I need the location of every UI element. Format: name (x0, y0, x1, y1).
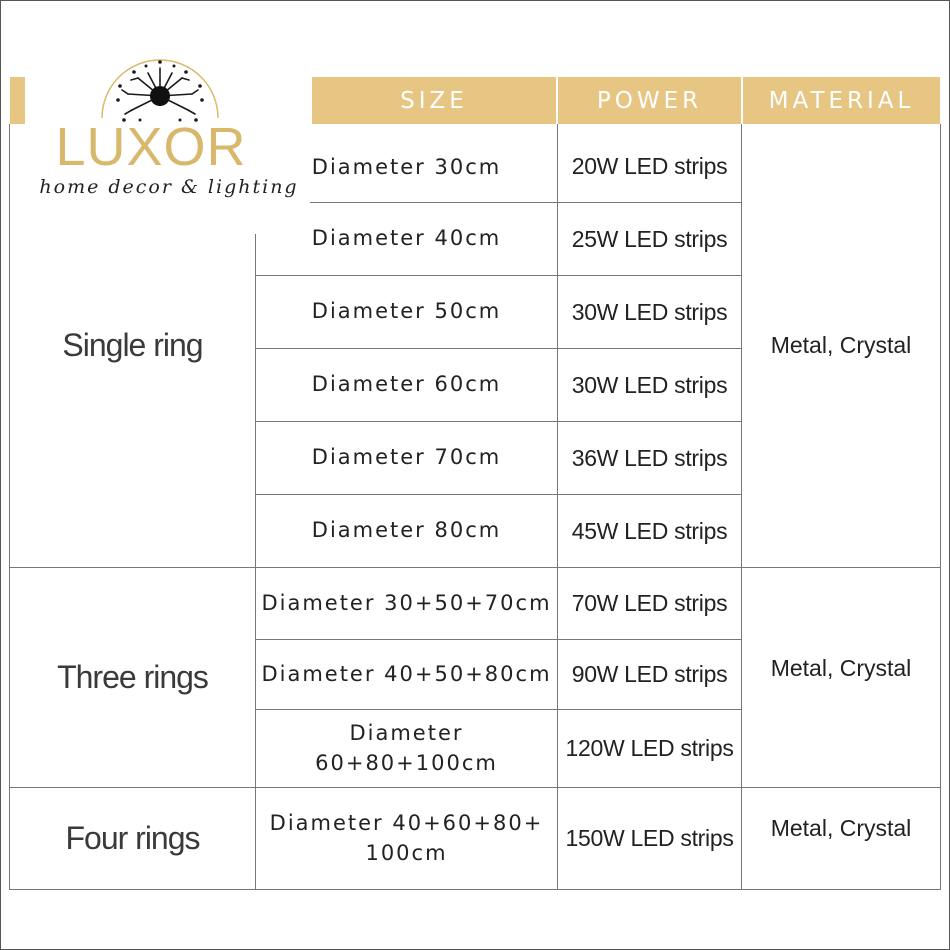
size-cell: Diameter 60+80+100cm (315, 721, 498, 775)
power-cell: 150W LED strips (565, 825, 734, 851)
power-cell: 20W LED strips (571, 152, 728, 179)
size-cell: Diameter 40+60+80+ 100cm (269, 811, 544, 865)
size-cell: Diameter 30+50+70cm (261, 590, 552, 615)
brand-logo (28, 38, 310, 234)
size-cell: Diameter 40+50+80cm (261, 661, 552, 686)
header-material: MATERIAL (743, 77, 940, 124)
material-four-rings: Metal, Crystal (770, 814, 912, 841)
grid-line-h (9, 889, 940, 890)
header-bar-left (10, 77, 25, 124)
brand-name: LUXOR (55, 117, 247, 177)
size-cell: Diameter 70cm (311, 445, 502, 470)
power-cell: 90W LED strips (571, 661, 728, 687)
power-cell: 25W LED strips (571, 225, 728, 252)
header-power: POWER (558, 77, 741, 124)
power-cell: 45W LED strips (571, 517, 728, 544)
material-single-ring: Metal, Crystal (770, 332, 912, 358)
size-cell: Diameter 40cm (311, 226, 502, 251)
power-cell: 36W LED strips (571, 444, 728, 471)
type-three-rings: Three rings (57, 659, 208, 695)
grid-line-v (940, 124, 941, 890)
type-single-ring: Single ring (62, 327, 203, 363)
header-size: SIZE (312, 77, 556, 124)
brand-tagline: home decor & lighting (39, 176, 299, 198)
size-cell: Diameter 60cm (311, 372, 502, 397)
power-cell: 120W LED strips (565, 735, 734, 761)
power-cell: 30W LED strips (571, 371, 728, 398)
power-cell: 70W LED strips (571, 590, 728, 616)
size-cell: Diameter 80cm (311, 518, 502, 543)
size-cell: Diameter 30cm (311, 155, 502, 180)
power-cell: 30W LED strips (571, 298, 728, 325)
size-cell: Diameter 50cm (311, 299, 502, 324)
material-three-rings: Metal, Crystal (770, 654, 912, 681)
type-four-rings: Four rings (65, 820, 200, 856)
